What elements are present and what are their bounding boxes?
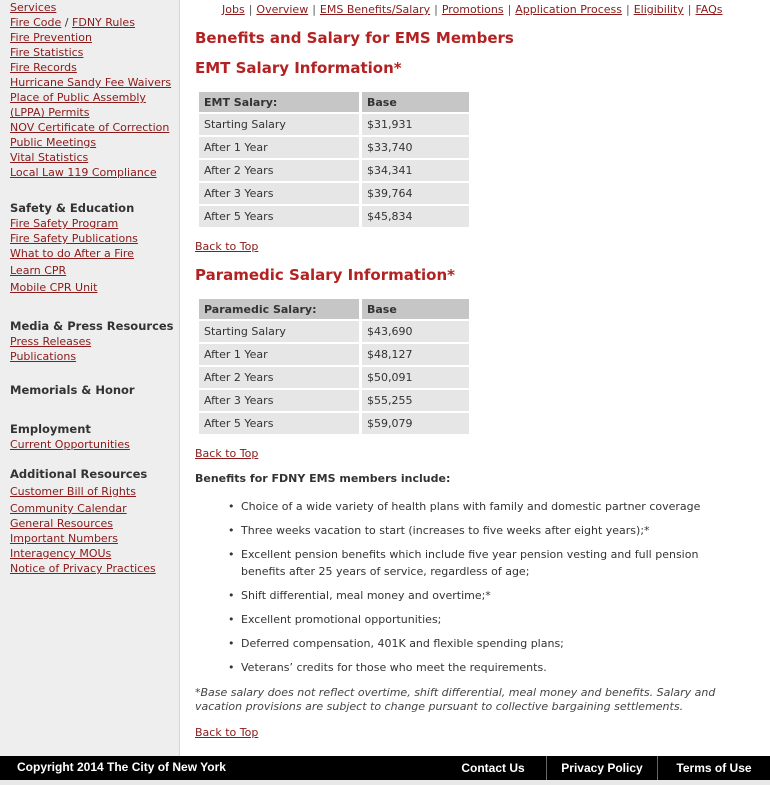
table-cell: $31,931 [362,114,469,135]
table-cell: After 3 Years [199,183,359,204]
table-cell: After 5 Years [199,206,359,227]
table-cell: After 2 Years [199,367,359,388]
sidebar-link-publications[interactable]: Publications [10,350,77,363]
table-header-row [199,299,469,319]
topnav-promotions[interactable]: Promotions [441,3,504,16]
table-cell: After 3 Years [199,390,359,411]
table-cell: After 1 Year [199,344,359,365]
emt-section-title: EMT Salary Information* [195,59,402,77]
bottom-strip [0,780,770,785]
list-item: • Veterans’ credits for those who meet the requirements. [224,659,744,676]
page-title: Benefits and Salary for EMS Members [195,29,514,47]
sidebar-link-fire-code[interactable]: Fire Code [10,16,62,29]
sidebar-link-privacy-practices[interactable]: Notice of Privacy Practices [10,562,156,575]
sidebar-employment-links [10,437,130,452]
list-item: • Three weeks vacation to start (increases to five weeks after eight years);* [224,522,744,539]
sidebar-link-general-resources[interactable]: General Resources [10,517,114,530]
table-row [199,390,469,411]
table-cell: Starting Salary [199,114,359,135]
sidebar-link-fire-records[interactable]: Fire Records [10,61,77,74]
footer-copyright: Copyright 2014 The City of New York [17,760,226,774]
paramedic-salary-table [196,297,472,436]
sidebar-additional-links [10,484,156,576]
table-cell: $33,740 [362,137,469,158]
sidebar-link-place-public-assembly[interactable]: Place of Public Assembly [10,91,146,104]
table-row [199,183,469,204]
sidebar-link-fire-safety-publications[interactable]: Fire Safety Publications [10,232,138,245]
footer-privacy-policy[interactable]: Privacy Policy [546,756,657,780]
sidebar-link-current-opportunities[interactable]: Current Opportunities [10,438,130,451]
table-cell: After 2 Years [199,160,359,181]
sidebar-link-community-calendar[interactable]: Community Calendar [10,502,127,515]
footer-terms-of-use[interactable]: Terms of Use [657,756,770,780]
table-header: Base [362,92,469,112]
topnav-faqs[interactable]: FAQs [695,3,723,16]
sidebar-top-links [10,0,171,180]
sidebar [0,0,180,756]
table-cell: $43,690 [362,321,469,342]
sidebar-link-press-releases[interactable]: Press Releases [10,335,92,348]
sidebar-link-fire-safety-program[interactable]: Fire Safety Program [10,217,119,230]
table-cell: $59,079 [362,413,469,434]
table-row [199,137,469,158]
sidebar-heading-memorials[interactable]: Memorials & Honor [10,383,135,397]
topnav-eligibility[interactable]: Eligibility [633,3,684,16]
sidebar-link-fire-statistics[interactable]: Fire Statistics [10,46,84,59]
table-cell: $45,834 [362,206,469,227]
sidebar-heading-media: Media & Press Resources [10,319,174,333]
paramedic-section-title: Paramedic Salary Information* [195,266,455,284]
table-header: EMT Salary: [199,92,359,112]
sidebar-link-fdny-rules[interactable]: FDNY Rules [72,16,135,29]
sidebar-link-after-a-fire[interactable]: What to do After a Fire [10,247,134,260]
list-item: • Deferred compensation, 401K and flexible spending plans; [224,635,744,652]
sidebar-link-nov-certificate[interactable]: NOV Certificate of Correction [10,121,170,134]
table-row [199,367,469,388]
top-nav: Jobs | Overview | EMS Benefits/Salary | Promotions | Application Process | Eligibility | FAQs [222,3,723,16]
table-row [199,321,469,342]
list-item: • Excellent pension benefits which include five year pension vesting and full pension benefits after 25 years of service, regardless of age; [224,546,744,580]
table-cell: After 1 Year [199,137,359,158]
table-row [199,413,469,434]
table-header-row [199,92,469,112]
table-cell: $34,341 [362,160,469,181]
footer [0,756,770,780]
table-cell: After 5 Years [199,413,359,434]
sidebar-media-links [10,334,91,364]
sidebar-heading-additional: Additional Resources [10,467,148,481]
list-item: • Shift differential, meal money and overtime;* [224,587,744,604]
table-cell: $50,091 [362,367,469,388]
sidebar-link-customer-bill[interactable]: Customer Bill of Rights [10,485,136,498]
table-row [199,344,469,365]
sidebar-heading-employment: Employment [10,422,91,436]
back-to-top-link[interactable]: Back to Top [195,447,259,460]
sidebar-safety-links [10,216,138,295]
sidebar-link-learn-cpr[interactable]: Learn CPR [10,264,67,277]
list-item: • Choice of a wide variety of health plans with family and domestic partner coverage [224,498,744,515]
table-cell: Starting Salary [199,321,359,342]
table-row [199,160,469,181]
salary-footnote: *Base salary does not reflect overtime, shift differential, meal money and benefits. Salary and vacation provisions are subject to change pursuant to collective bargaining settlements. [195,686,716,713]
table-cell: $39,764 [362,183,469,204]
topnav-ems-benefits[interactable]: EMS Benefits/Salary [319,3,431,16]
sidebar-slash: / [64,16,69,29]
sidebar-link-hurricane-sandy[interactable]: Hurricane Sandy Fee Waivers [10,76,172,89]
benefits-list [224,498,744,683]
table-cell: $55,255 [362,390,469,411]
topnav-application-process[interactable]: Application Process [515,3,622,16]
emt-salary-table [196,90,472,229]
sidebar-link-mobile-cpr[interactable]: Mobile CPR Unit [10,281,98,294]
footer-contact-us[interactable]: Contact Us [461,761,525,775]
sidebar-heading-safety: Safety & Education [10,201,135,215]
back-to-top-link[interactable]: Back to Top [195,240,259,253]
sidebar-link-services[interactable]: Services [10,1,57,14]
table-row [199,114,469,135]
sidebar-link-important-numbers[interactable]: Important Numbers [10,532,118,545]
sidebar-firecode-row [10,15,171,30]
sidebar-link-fire-prevention[interactable]: Fire Prevention [10,31,92,44]
sidebar-link-lppa-permits[interactable]: (LPPA) Permits [10,106,90,119]
topnav-jobs[interactable]: Jobs [222,3,245,16]
table-cell: $48,127 [362,344,469,365]
table-header: Paramedic Salary: [199,299,359,319]
list-item: • Excellent promotional opportunities; [224,611,744,628]
sidebar-link-interagency-mous[interactable]: Interagency MOUs [10,547,112,560]
table-row [199,206,469,227]
sidebar-link-public-meetings[interactable]: Public Meetings [10,136,97,149]
benefits-heading: Benefits for FDNY EMS members include: [195,472,451,485]
table-header: Base [362,299,469,319]
back-to-top-link[interactable]: Back to Top [195,726,259,739]
sidebar-link-vital-statistics[interactable]: Vital Statistics [10,151,89,164]
sidebar-link-local-law-119[interactable]: Local Law 119 Compliance [10,166,157,179]
topnav-overview[interactable]: Overview [256,3,309,16]
